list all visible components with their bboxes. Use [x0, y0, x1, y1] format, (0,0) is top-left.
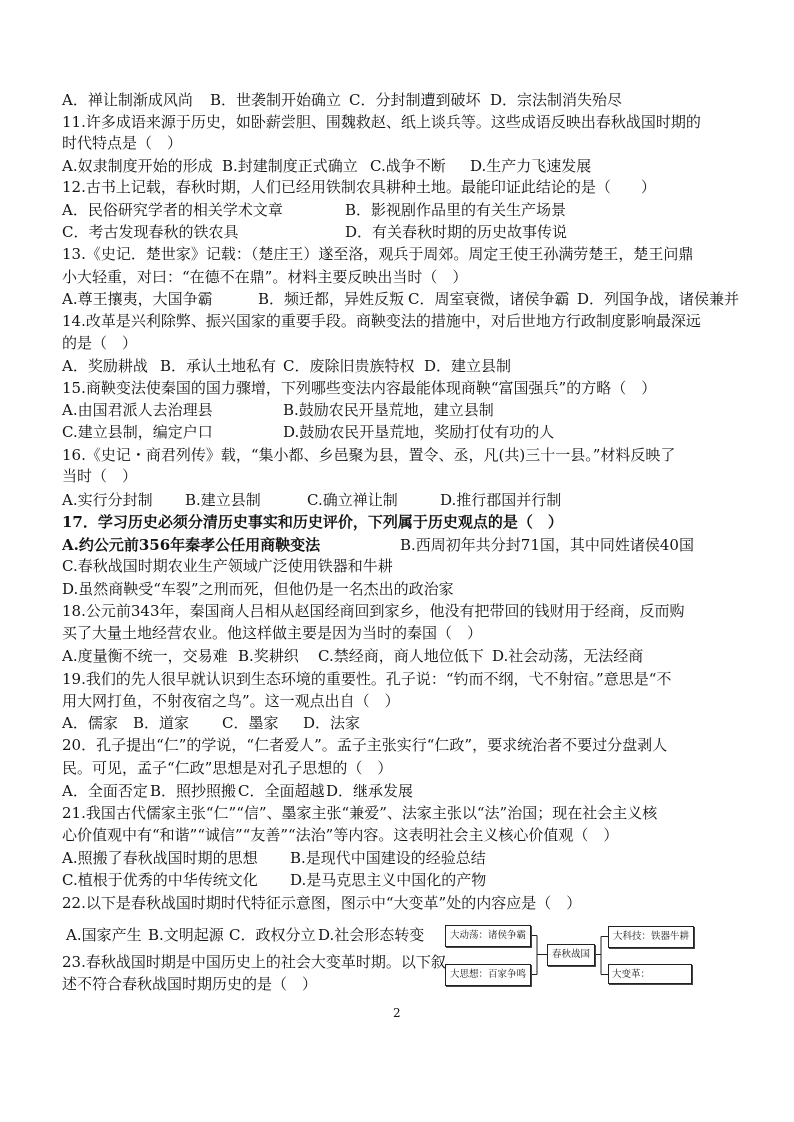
- q16-stem-line-2: 当时（ ）: [62, 467, 138, 485]
- q15-option-a: A.由国君派人去治理县: [62, 401, 213, 419]
- q12-stem-line-1: 12.古书上记载，春秋时期，人们已经用铁制农具耕种土地。最能印证此结论的是（ ）: [62, 178, 656, 196]
- q12-options-row-2: [0, 222, 794, 242]
- q13-option-c: C．周室衰微，诸侯争霸: [408, 290, 570, 308]
- q12-option-c: C．考古发现春秋的铁农具: [62, 223, 239, 241]
- q12-option-b: B．影视剧作品里的有关生产场景: [345, 201, 567, 219]
- q15-options-row-1: [0, 400, 794, 420]
- q19-option-c: C．墨家: [222, 714, 279, 732]
- q10-option-b: B．世袭制开始确立: [210, 91, 342, 109]
- q10-option-c: C．分封制遭到破坏: [349, 91, 481, 109]
- q23-stem-line-1: 23.春秋战国时期是中国历史上的社会大变革时期。以下叙: [62, 953, 446, 971]
- q15-option-b: B.鼓励农民开垦荒地，建立县制: [283, 401, 494, 419]
- q20-options: [0, 781, 794, 801]
- diagram-box-transformation: 大变革：: [608, 964, 692, 984]
- q16-option-b: B.建立县制: [185, 491, 261, 509]
- diagram-box-center: 春秋战国: [547, 944, 595, 966]
- q22-option-a: A.国家产生: [66, 926, 142, 944]
- q14-options: [0, 356, 794, 376]
- q20-option-d: D．继承发展: [326, 782, 414, 800]
- q22-option-b: B.文明起源: [148, 926, 224, 944]
- diagram-box-thought: 大思想：百家争鸣: [445, 964, 531, 986]
- q12-option-d: D．有关春秋时期的历史故事传说: [345, 223, 568, 241]
- q22-stem-line-1: 22.以下是春秋战国时期时代特征示意图，图示中“大变革”处的内容应是（ ）: [62, 894, 582, 912]
- q17-stem-line-1: 17．学习历史必须分清历史事实和历史评价，下列属于历史观点的是（ ）: [62, 513, 563, 531]
- q21-stem-line-2: 心价值观中有“和谐”“诚信”“友善”“法治”等内容。这表明社会主义核心价值观（ ）: [62, 826, 619, 844]
- q22-option-d: D.社会形态转变: [318, 926, 425, 944]
- q16-options: [0, 490, 794, 510]
- q13-option-d: D．列国争战，诸侯兼并: [577, 290, 740, 308]
- q11-option-d: D.生产力飞速发展: [470, 157, 592, 175]
- q20-option-c: C．全面超越: [238, 782, 325, 800]
- q19-options: [0, 713, 794, 733]
- q15-option-c: C.建立县制，编定户口: [62, 423, 213, 441]
- q20-option-b: B．照抄照搬: [150, 782, 237, 800]
- q17-option-a: A.约公元前356年秦孝公任用商鞅变法: [62, 536, 321, 554]
- q14-option-a: A．奖励耕战: [62, 357, 148, 375]
- q13-options: [0, 289, 794, 309]
- q16-stem-line-1: 16.《史记・商君列传》载，“集小都、乡邑聚为县，置令、丞，凡(共)三十一县。”材料反映了: [62, 446, 676, 464]
- q11-stem-line-1: 11.许多成语来源于历史，如卧薪尝胆、围魏救赵、纸上谈兵等。这些成语反映出春秋战国时期的: [62, 113, 701, 131]
- q13-option-a: A.尊王攘夷，大国争霸: [62, 290, 213, 308]
- q13-stem-line-2: 小大轻重，对曰：“在德不在鼎”。材料主要反映出当时（ ）: [62, 268, 468, 286]
- q19-option-d: D．法家: [303, 714, 361, 732]
- q19-stem-line-1: 19.我们的先人很早就认识到生态环境的重要性。孔子说：“钓而不纲，弋不射宿。”意思是“不: [62, 670, 672, 688]
- q23-stem-line-2: 述不符合春秋战国时期历史的是（ ）: [62, 975, 318, 993]
- q18-option-c: C.禁经商，商人地位低下: [318, 647, 484, 665]
- q20-stem-line-1: 20．孔子提出“仁”的学说，“仁者爱人”。孟子主张实行“仁政”，要求统治者不要过分盘剥人: [62, 736, 668, 754]
- q10-option-a: A．禅让制渐成风尚: [62, 91, 193, 109]
- q17-options-row-1: [0, 535, 794, 555]
- q11-stem-line-2: 时代特点是（ ）: [62, 134, 183, 152]
- q19-stem-line-2: 用大网打鱼，不射夜宿之鸟”。这一观点出自（ ）: [62, 692, 400, 710]
- q18-option-d: D.社会动荡，无法经商: [492, 647, 644, 665]
- q21-stem-line-1: 21.我国古代儒家主张“仁”“信”、墨家主张“兼爱”、法家主张以“法”治国；现在社会主义核: [62, 804, 658, 822]
- q14-stem-line-1: 14.改革是兴利除弊、振兴国家的重要手段。商鞅变法的措施中，对后世地方行政制度影响最深远: [62, 312, 701, 330]
- q17-option-d: D.虽然商鞅受“车裂”之刑而死，但他仍是一名杰出的政治家: [62, 580, 454, 598]
- q16-option-d: D.推行郡国并行制: [440, 491, 562, 509]
- q14-option-c: C．废除旧贵族特权: [283, 357, 415, 375]
- q17-option-b: B.西周初年共分封71国，其中同姓诸侯40国: [400, 536, 694, 554]
- q14-option-b: B．承认土地私有: [160, 357, 277, 375]
- q18-options: [0, 646, 794, 666]
- q10-options: [0, 90, 794, 110]
- q21-option-b: B.是现代中国建设的经验总结: [290, 849, 486, 867]
- q17-option-c: C.春秋战国时期农业生产领域广泛使用铁器和牛耕: [62, 557, 393, 575]
- q11-option-a: A.奴隶制度开始的形成: [62, 157, 213, 175]
- q20-option-a: A．全面否定: [62, 782, 148, 800]
- q11-option-c: C.战争不断: [370, 157, 446, 175]
- q22-option-c: C．政权分立: [229, 926, 316, 944]
- q13-option-b: B．频迁都，异姓反叛: [258, 290, 405, 308]
- diagram-box-technology: 大科技：铁器牛耕: [608, 926, 694, 948]
- era-features-diagram: [440, 915, 700, 995]
- q21-options-row-2: [0, 870, 794, 890]
- q15-options-row-2: [0, 422, 794, 442]
- q11-option-b: B.封建制度正式确立: [222, 157, 358, 175]
- q18-stem-line-1: 18.公元前343年，秦国商人吕相从赵国经商回到家乡，他没有把带回的钱财用于经商，反而购: [62, 602, 685, 620]
- q15-option-d: D.鼓励农民开垦荒地，奖励打仗有功的人: [283, 423, 555, 441]
- q12-option-a: A．民俗研究学者的相关学术文章: [62, 201, 283, 219]
- q21-options-row-1: [0, 848, 794, 868]
- q14-option-d: D．建立县制: [424, 357, 512, 375]
- q14-stem-line-2: 的是（ ）: [62, 334, 138, 352]
- q18-option-b: B.奖耕织: [238, 647, 299, 665]
- q21-option-d: D.是马克思主义中国化的产物: [290, 871, 487, 889]
- q20-stem-line-2: 民。可见，孟子“仁政”思想是对孔子思想的（ ）: [62, 759, 393, 777]
- q16-option-c: C.确立禅让制: [307, 491, 398, 509]
- q18-option-a: A.度量衡不统一，交易难: [62, 647, 228, 665]
- page-number: 2: [393, 1006, 401, 1020]
- q21-option-a: A.照搬了春秋战国时期的思想: [62, 849, 258, 867]
- q13-stem-line-1: 13.《史记．楚世家》记载：（楚庄王）遂至洛，观兵于周郊。周定王使王孙满劳楚王，楚王问鼎: [62, 245, 694, 263]
- diagram-box-turmoil: 大动荡：诸侯争霸: [445, 925, 531, 947]
- q18-stem-line-2: 买了大量土地经营农业。他这样做主要是因为当时的秦国（ ）: [62, 624, 483, 642]
- q12-options-row-1: [0, 200, 794, 220]
- q11-options: [0, 156, 794, 176]
- q19-option-a: A．儒家: [62, 714, 118, 732]
- q16-option-a: A.实行分封制: [62, 491, 153, 509]
- q10-option-d: D．宗法制消失殆尽: [490, 91, 623, 109]
- q19-option-b: B．道家: [133, 714, 190, 732]
- q15-stem-line-1: 15.商鞅变法使秦国的国力骤增，下列哪些变法内容最能体现商鞅“富国强兵”的方略（ ）: [62, 379, 657, 397]
- q21-option-c: C.植根于优秀的中华传统文化: [62, 871, 258, 889]
